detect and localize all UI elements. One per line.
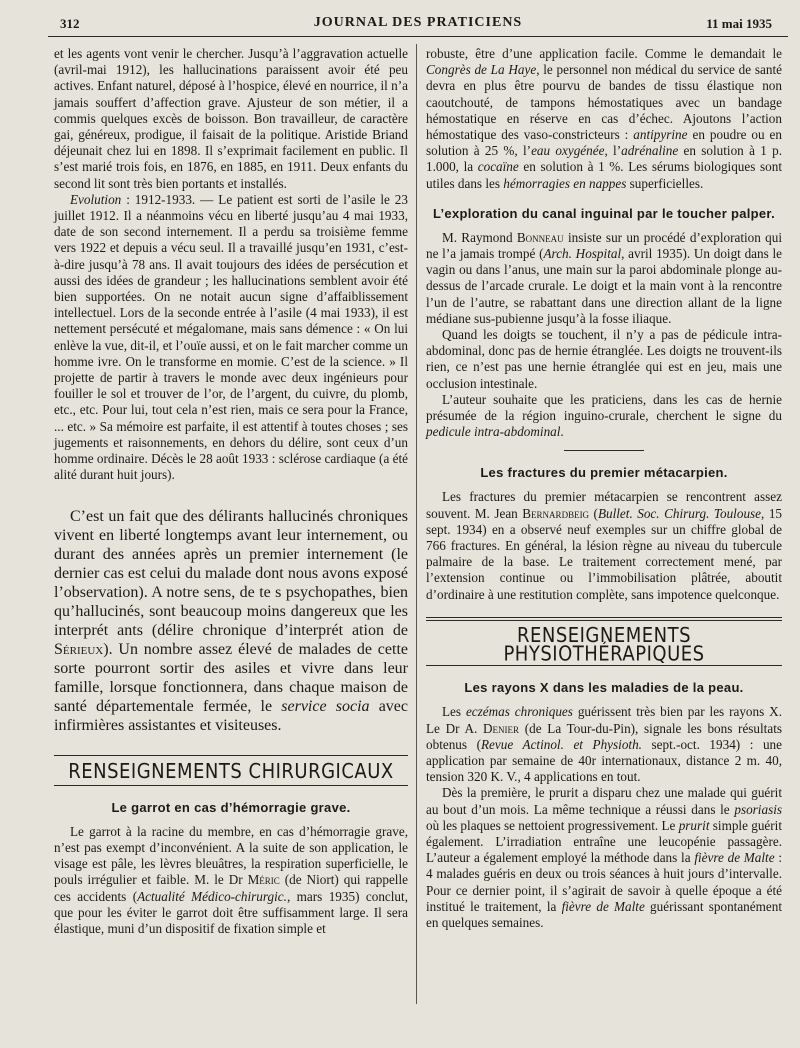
case-history-paragraph: et les agents vont venir le chercher. Jusqu’à l’aggravation actuelle (avril-mai 1912), les hallucinations paraissent avoir été peu actives. Enfant naturel, déposé à l’hospice, élevé en nourrice, il n’a jamais souffert d’affection grave. Ajusteur de son métier, il a commis quelques excès de boisson. Bon travailleur, de caractère gai, généreux, prodigue, il faisait de la politique. Aristide Briand déjeunait chez lui en 1898. Il s’exprimait facilement en public. Il s’est marié trois fois, en 1876, en 1885, en 1911. Deux enfants du second lit sont très bien portants et installés. (54, 46, 408, 191)
section-title-chirurgicaux: RENSEIGNEMENTS CHIRURGICAUX (68, 760, 394, 785)
section-title-physiotherapiques: RENSEIGNEMENTS PHYSIOTHÉRAPIQUES (503, 623, 705, 667)
rayons-x-paragraph-1: Les eczémas chroniques guérissent très bien par les rayons X. Le Dr A. Denier (de La Tour-du-Pin), signale les bons résultats obtenus (Revue Actinol. et Physioth. sept.-oct. 1934) : une application par semaine de 40r internationaux, distance 2 m. 40, tension 320 K. V., 4 applications en tout. (426, 704, 782, 785)
left-column (54, 46, 408, 937)
inguinal-paragraph-1: M. Raymond Bonneau insiste sur un procédé d’exploration qui ne l’a jamais trompé (Arch. Hospital, avril 1935). Un doigt dans le vagin ou dans l’anus, une main sur la paroi abdominale plonge au-dessus de l’arcade crurale. Le doigt et la main vont à la rencontre l’un de l’autre, se rabattant dans une direction allant de la ligne médiane sus-pubienne jusqu’à la fosse iliaque. (426, 229, 783, 326)
discussion-paragraph: C’est un fait que des délirants hallucinés chroniques vivent en liberté longtemps avant leur internement, ou durant des années après un premier internement (le dernier cas est celui du malade dont nous avons exposé l’observation). A notre sens, de te s psychopathes, bien qu’hallucinés, sont beaucoup moins dangereux que les interprét ants (délire chronique d’interprét ation de Sérieux). Un nombre assez élevé de malades de cette sorte pourront sortir des asiles et vivre dans leur famille, lorsque fonctionnera, dans chaque maison de santé départementale fermée, le service socia avec infirmières assistantes et visiteuses. (54, 508, 409, 735)
journal-title: JOURNAL DES PRATICIENS (313, 15, 523, 30)
right-column (426, 46, 782, 931)
subhead-rayons-x: Les rayons X dans les maladies de la peau. (464, 680, 744, 696)
inguinal-paragraph-2: Quand les doigts se touchent, il n’y a pas de pédicule intra-abdominal, donc pas de hernie étranglée. Les doigts ne trouvent-ils rien, ce n’est pas une hernie étranglée qui est en jeu, mais une occlusion intestinale. (426, 327, 782, 391)
rayons-x-paragraph-2: Dès la première, le prurit a disparu chez une malade qui guérit au bout d’un mois. La même technique a réussi dans le psoriasis où les plaques se nettoient progressivement. Le prurit simple guérit également. L’irradiation entraîne une leucopénie passagère. L’auteur a également employé la méthode dans la fièvre de Malte : 4 malades guéris en deux ou trois séances à huit jours d’intervalle. Pour ce dernier point, il s’agirait de savoir à quelle époque a été institué le traitement, la fièvre de Malte guérissant spontanément en quelques semaines. (426, 785, 783, 930)
metacarpien-paragraph: Les fractures du premier métacarpien se rencontrent assez souvent. M. Jean Bernardbeig (Bullet. Soc. Chirurg. Toulouse, 15 sept. 1934) en a observé neuf exemples sur un chiffre global de 766 fractures. En général, la lésion règne au niveau du tubercule palmaire de la base. Le traitement correctement mené, par l’extension continue ou l’immobilisation plâtrée, aboutit d’ordinaire à une restitution complète, sans impotence quelconque. (426, 489, 783, 602)
running-head (48, 14, 788, 37)
garrot-paragraph: Le garrot à la racine du membre, en cas d’hémorragie grave, n’est pas exempt d’inconvénient. A la suite de son application, le visage est pâle, les lèvres bleuâtres, la respiration superficielle, le pouls irrégulier et faible. M. le Dr Méric (de Niort) qui rappelle ces accidents (Actualité Médico-chirurgic., mars 1935) conclut, que pour les éviter le garrot doit être suffisamment large. Il sera élastique, muni d’un dispositif de fixation simple et (54, 823, 408, 936)
garrot-continued-paragraph: robuste, être d’une application facile. Comme le demandait le Congrès de La Haye, le personnel non médical du service de santé devra en plus être pourvu de bandes de tissu élastique non caoutchouté, de tampons hémostatiques avec un bandage hémostatique en réserve en cas d’échec. Ajoutons l’action hémostatique des vaso-constricteurs : antipyrine en poudre ou en solution à 25 %, l’eau oxygénée, l’adrénaline en solution à 1 p. 1.000, la cocaïne en solution à 1 %. Les sérums biologiques sont utiles dans les hémorragies en nappes superficielles. (426, 46, 782, 191)
separator-rule (564, 450, 644, 451)
issue-date: 11 mai 1935 (706, 16, 772, 31)
evolution-paragraph: Evolution : 1912-1933. — Le patient est sorti de l’asile le 23 juillet 1912. Il a néanmoins vécu en liberté jusqu’au 4 mai 1933, date de son second internement. Il a perdu sa troisième femme vers 1922 et depuis a vécu seul. Il a travaillé jusqu’en 1931, c’est-à-dire jusqu’à 78 ans. Il avait toujours des idées de persécution et aussi des idées de grandeur ; les hallucinations semblent avoir été bien supportées. On ne notait aucun signe d’affaiblissement intellectuel. Lors de la seconde entrée à l’asile (4 mai 1933), il est nettement persécuté et mégalomane, mais sans démence : « On lui enlève la vue, dit-il, et l’ouïe aussi, et on le fait marcher comme un homme ivre. On le transforme en momie. C’est de la science. » Il projette de partir à travers le monde avec deux ingénieurs pour fouiller le sol et trouver de l’or, de l’argent, du cuivre, du plomb, etc., etc. Pour lui, tout cela n’est rien, mais ce sera pour la France, ... etc. » Sa mémoire est parfaite, il est attentif à toutes choses ; ses jugements et raisonnements, en dehors du délire, sont ceux d’un homme ordinaire. Décès le 28 août 1933 : sclérose cardiaque (a été alité durant huit jours). (54, 191, 408, 483)
subhead-canal-inguinal: L’exploration du canal inguinal par le toucher palper. (433, 205, 775, 221)
column-divider (416, 44, 417, 1004)
evolution-label: Evolution (70, 191, 122, 207)
page-number: 312 (60, 16, 80, 31)
subhead-metacarpien: Les fractures du premier métacarpien. (480, 465, 728, 481)
inguinal-paragraph-3: L’auteur souhaite que les praticiens, dans les cas de hernie présumée de la région inguino-crurale, cherchent le signe du pedicule intra-abdominal. (426, 391, 782, 440)
section-rule (54, 785, 408, 786)
subhead-garrot: Le garrot en cas d’hémorragie grave. (111, 799, 351, 815)
